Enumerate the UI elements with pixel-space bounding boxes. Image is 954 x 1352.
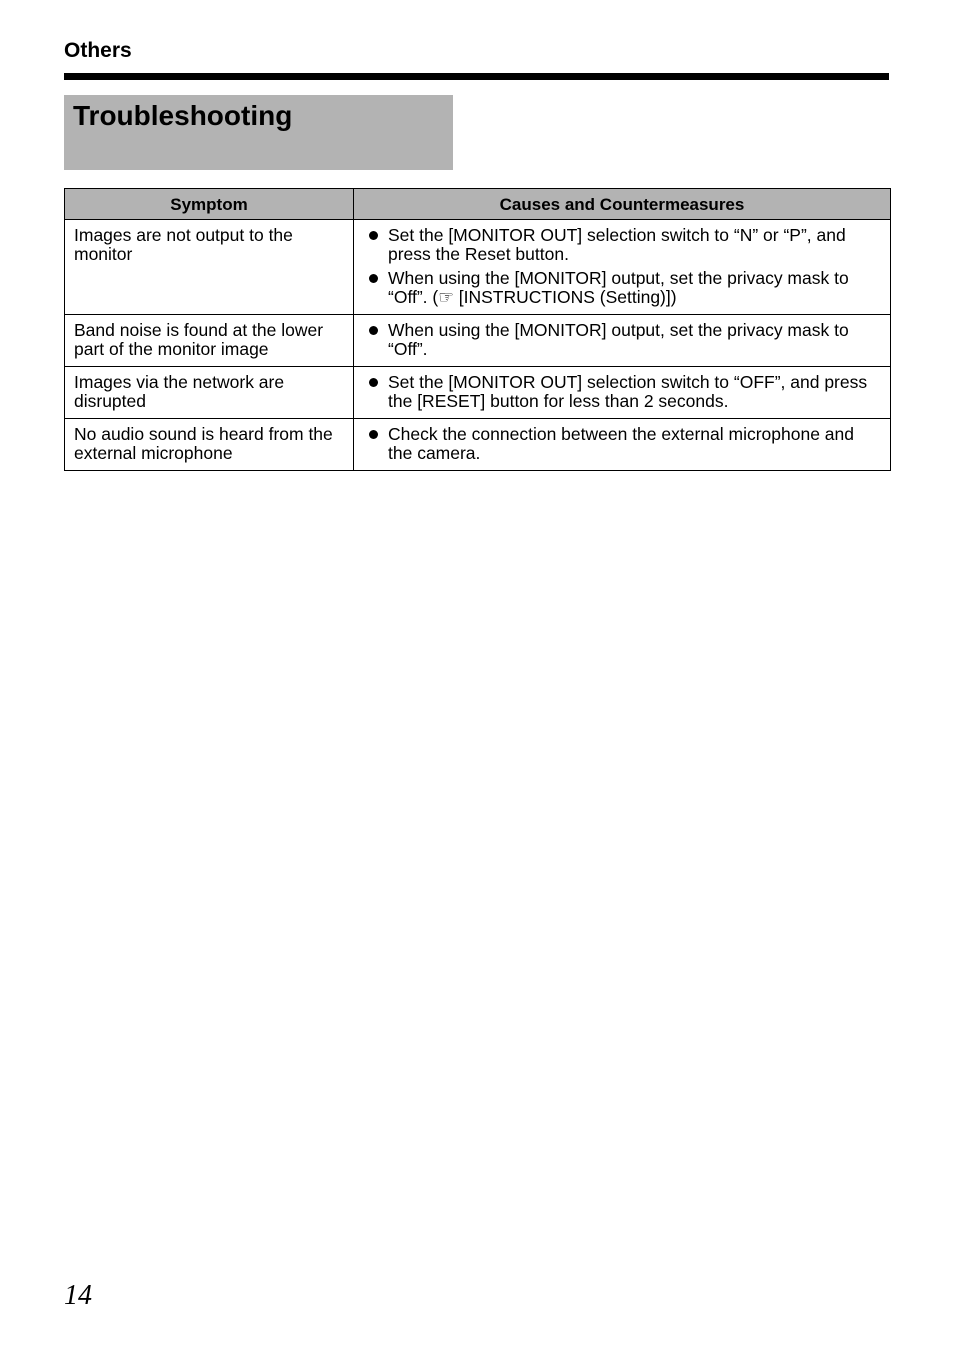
cause-text: When using the [MONITOR] output, set the privacy mask to “Off”. (☞ [INSTRUCTIONS (Setting)]) — [388, 268, 849, 307]
symptom-cell: Images via the network are disrupted — [65, 367, 354, 419]
table-row — [65, 220, 891, 315]
causes-cell — [354, 367, 891, 419]
page-number: 14 — [64, 1280, 92, 1311]
causes-cell — [354, 315, 891, 367]
symptom-cell: No audio sound is heard from the external microphone — [65, 419, 354, 471]
causes-list — [368, 373, 880, 411]
bullet-icon — [369, 326, 378, 335]
table-header-row — [65, 189, 891, 220]
section-rule — [64, 73, 889, 80]
list-item — [368, 269, 880, 307]
list-item — [368, 226, 880, 264]
list-item — [368, 425, 880, 463]
title-box — [64, 95, 453, 170]
causes-cell — [354, 220, 891, 315]
symptom-cell: Images are not output to the monitor — [65, 220, 354, 315]
table-row — [65, 315, 891, 367]
bullet-icon — [369, 430, 378, 439]
cause-text: Set the [MONITOR OUT] selection switch to “N” or “P”, and press the Reset button. — [388, 225, 846, 264]
troubleshooting-table — [64, 188, 891, 471]
bullet-icon — [369, 274, 378, 283]
cause-text: Set the [MONITOR OUT] selection switch to “OFF”, and press the [RESET] button for less than 2 seconds. — [388, 372, 868, 411]
causes-list — [368, 226, 880, 307]
causes-list — [368, 425, 880, 463]
column-header-causes: Causes and Countermeasures — [354, 189, 891, 220]
cause-text: Check the connection between the external microphone and the camera. — [388, 424, 854, 463]
column-header-symptom: Symptom — [65, 189, 354, 220]
list-item — [368, 321, 880, 359]
cause-text: When using the [MONITOR] output, set the privacy mask to “Off”. — [388, 320, 849, 359]
section-label: Others — [64, 39, 132, 62]
bullet-icon — [369, 378, 378, 387]
causes-list — [368, 321, 880, 359]
symptom-cell: Band noise is found at the lower part of the monitor image — [65, 315, 354, 367]
table-row — [65, 367, 891, 419]
causes-cell — [354, 419, 891, 471]
list-item — [368, 373, 880, 411]
page-title: Troubleshooting — [73, 100, 293, 131]
bullet-icon — [369, 231, 378, 240]
table-row — [65, 419, 891, 471]
